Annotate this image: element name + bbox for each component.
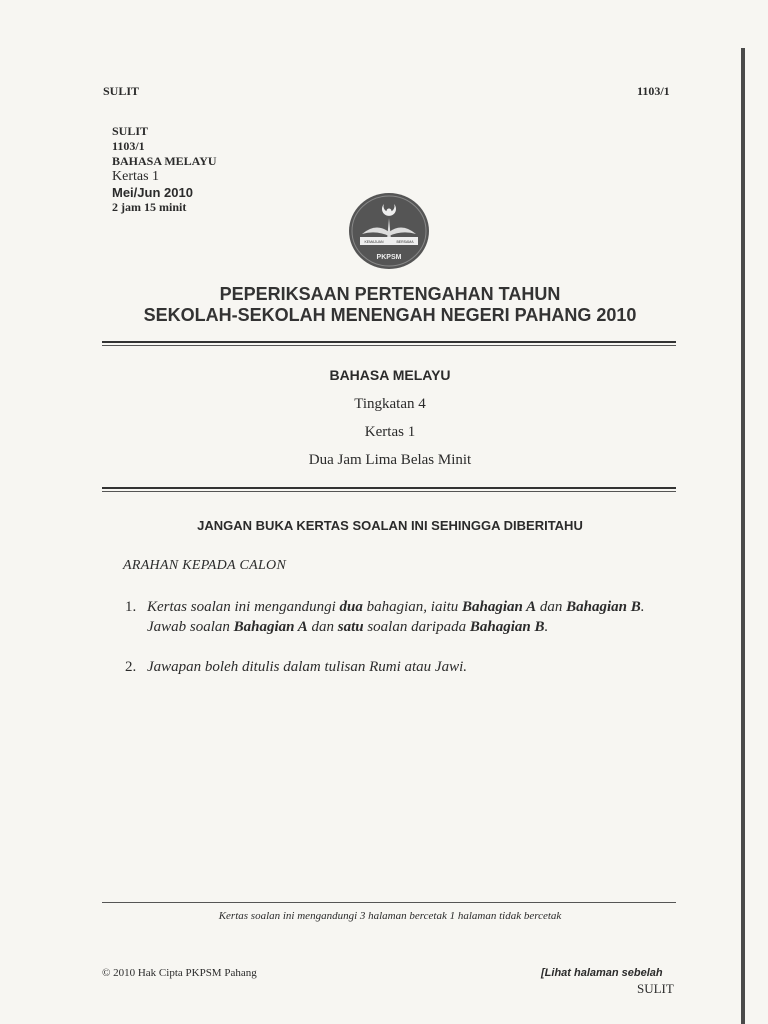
instruction-item-2	[125, 657, 695, 677]
exam-title-line2: SEKOLAH-SEKOLAH MENENGAH NEGERI PAHANG 2010	[143, 305, 637, 325]
info-sulit: SULIT	[112, 124, 149, 138]
copyright: © 2010 Hak Cipta PKPSM Pahang	[102, 967, 257, 979]
info-subject: BAHASA MELAYU	[112, 154, 217, 168]
instruction-1-number: 1.	[125, 599, 137, 615]
info-block	[112, 124, 217, 215]
instruction-1-bold-section-b: Bahagian B	[469, 619, 545, 635]
subject-paper: Kertas 1	[364, 424, 416, 440]
instruction-1-text: dan	[307, 619, 338, 635]
next-page-note: [Lihat halaman sebelah	[541, 967, 663, 979]
subject-duration: Dua Jam Lima Belas Minit	[308, 452, 472, 468]
instruction-1-text: Jawab soalan	[147, 619, 234, 635]
instruction-1-bold-section-a: Bahagian A	[233, 619, 308, 635]
header-sulit: SULIT	[103, 84, 140, 98]
info-paper-code: 1103/1	[112, 139, 145, 153]
instruction-1-bold-satu: satu	[337, 619, 364, 635]
header-paper-code: 1103/1	[637, 84, 670, 98]
instruction-1-bold-section-a: Bahagian A	[462, 599, 537, 615]
exam-title-line1: PEPERIKSAAN PERTENGAHAN TAHUN	[219, 284, 561, 304]
info-session: Mei/Jun 2010	[112, 185, 193, 200]
instruction-1-text: .	[544, 619, 549, 635]
divider-bottom	[102, 902, 676, 903]
divider-middle-2	[102, 491, 676, 492]
instruction-1-text: bahagian, iaitu	[362, 599, 463, 615]
info-duration: 2 jam 15 minit	[112, 200, 187, 214]
logo-banner-left: KEMAJUAN	[364, 240, 384, 244]
warning-text: JANGAN BUKA KERTAS SOALAN INI SEHINGGA DIBERITAHU	[197, 518, 583, 533]
instruction-1-text: Kertas soalan ini mengandungi	[147, 599, 340, 615]
instruction-2-number: 2.	[125, 659, 137, 675]
instruction-1-text: soalan daripada	[363, 619, 470, 635]
divider-top-2	[102, 345, 676, 346]
instruction-1-text: .	[640, 599, 645, 615]
instruction-item-1	[125, 597, 695, 637]
subject-name: BAHASA MELAYU	[329, 367, 451, 383]
instruction-1-text: dan	[536, 599, 567, 615]
logo-banner-right: BERSAMA	[396, 240, 414, 244]
subject-form: Tingkatan 4	[354, 396, 426, 412]
info-paper: Kertas 1	[112, 169, 160, 184]
footer-sulit: SULIT	[637, 981, 674, 996]
divider-middle-1	[102, 487, 676, 489]
instruction-2-text: Jawapan boleh ditulis dalam tulisan Rumi atau Jawi.	[147, 659, 467, 675]
pages-note: Kertas soalan ini mengandungi 3 halaman bercetak 1 halaman tidak bercetak	[218, 910, 562, 922]
logo-label: PKPSM	[376, 254, 402, 261]
divider-top-1	[102, 341, 676, 343]
instruction-1-bold-section-b: Bahagian B	[566, 599, 641, 615]
pkpsm-logo-icon	[348, 192, 430, 270]
page-edge	[741, 48, 745, 1024]
instructions-heading: ARAHAN KEPADA CALON	[123, 558, 287, 573]
instruction-1-bold-dua: dua	[339, 599, 363, 615]
